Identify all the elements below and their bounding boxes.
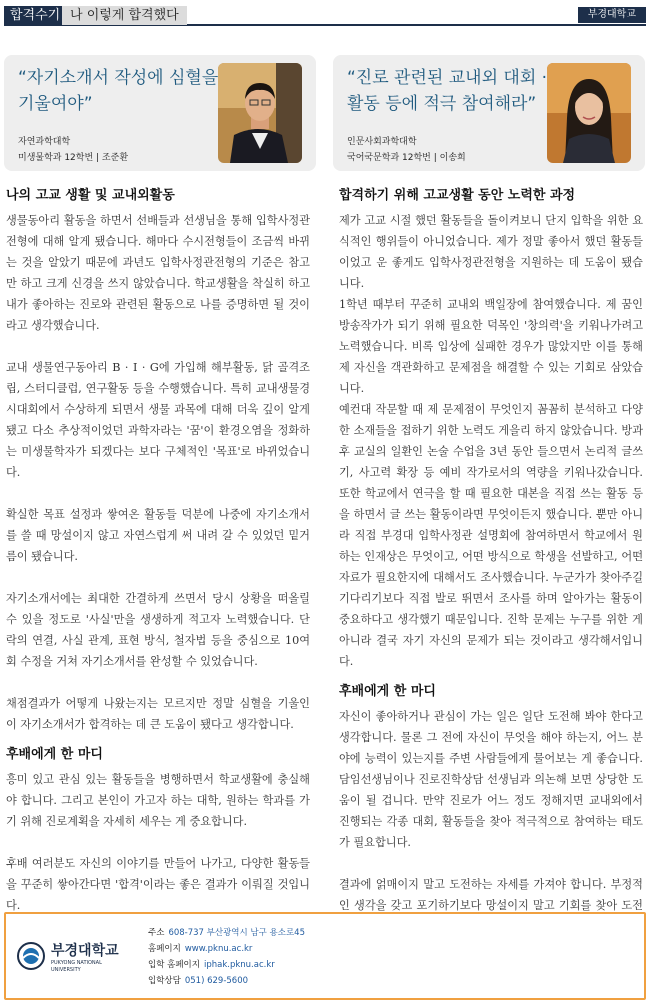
logo-name: 부경대학교: [51, 943, 119, 959]
section-subtitle: 나 이렇게 합격했다: [62, 6, 187, 25]
admission-homepage-row: 입학 홈페이지 iphak.pknu.ac.kr: [148, 960, 275, 970]
paragraph: 생물동아리 활동을 하면서 선배들과 선생님을 통해 입학사정관전형에 대해 알게 됐습니다. 해마다 수시전형들이 조금씩 바뀌는 것을 알았기 때문에 과년도 입학사정관전형의 기준은 참고만 하고 크게 신경을 쓰지 않았습니다. 학교생활을 착실히 하고 내가 좋아하는 진로와 관련된 활동으로 나를 증명하면 될 것이라고 생각했습니다.: [6, 214, 310, 332]
right-column: [339, 186, 643, 958]
paragraph: 확실한 목표 설정과 쌓여온 활동들 덕분에 나중에 자기소개서를 쓸 때 망설이지 않고 자연스럽게 써 내려 갈 수 있었던 밑거름이 됐습니다.: [6, 508, 310, 563]
homepage-link[interactable]: www.pknu.ac.kr: [184, 944, 253, 954]
section-heading: 합격하기 위해 고교생활 동안 노력한 과정: [339, 188, 576, 203]
profile-quote: “진로 관련된 교내외 대회 · 활동 등에 적극 참여해라”: [347, 68, 548, 114]
university-logo: [16, 941, 128, 971]
profile-quote: “자기소개서 작성에 심혈을 기울여야”: [18, 68, 219, 114]
profile-card-left: [4, 55, 316, 171]
admission-homepage-link[interactable]: iphak.pknu.ac.kr: [203, 960, 275, 970]
header-bar: [0, 0, 650, 30]
paragraph: 자기소개서에는 최대한 간결하게 쓰면서 당시 상황을 떠올릴 수 있을 정도로 '사실'만을 생생하게 적고자 노력했습니다. 단락의 연결, 사실 관계, 표현 방식, 철자법 등을 중심으로 10여 회 수정을 거쳐 자기소개서를 완성할 수 있었습니다.: [6, 592, 310, 668]
profile-card-right: [333, 55, 645, 171]
student-photo-male: [218, 63, 302, 163]
profile-college: 자연과학대학: [18, 137, 71, 147]
paragraph: 제가 고교 시절 했던 활동들을 돌이켜보니 단지 입학을 위한 요식적인 행위들이 아니었습니다. 제가 정말 좋아서 했던 활동들이었고 운 좋게도 입학사정관전형을 지원하는 데 도움이 됐습니다.: [339, 214, 643, 290]
paragraph: 후배 여러분도 자신의 이야기를 만들어 나가고, 다양한 활동들을 꾸준히 쌓아간다면 '합격'이라는 좋은 결과가 이뤄질 것입니다.: [6, 857, 310, 912]
paragraph: 흥미 있고 관심 있는 활동들을 병행하면서 학교생활에 충실해야 합니다. 그리고 본인이 가고자 하는 대학, 원하는 학과를 가기 위해 진로계획을 자세히 세우는 게 중요합니다.: [6, 773, 310, 828]
paragraph: 자신이 좋아하거나 관심이 가는 일은 일단 도전해 봐야 한다고 생각합니다. 물론 그 전에 자신이 무엇을 해야 하는지, 어느 분야에 능력이 있는지를 주변 사람들에게 물어보는 게 좋습니다. 담임선생님이나 진로진학상담 선생님과 의논해 보면 상당한 도움이 될 겁니다. 만약 진로가 어느 정도 정해지면 교내외에서 진행되는 각종 대회, 활동들을 찾아 적극적으로 참여하는 태도가 필요합니다.: [339, 710, 643, 849]
left-column: [6, 186, 310, 916]
paragraph: 결과에 얽매이지 말고 도전하는 자세를 가져야 합니다. 부정적인 생각을 갖고 포기하기보다 망설이지 말고 기회를 찾아 도전: [339, 878, 643, 912]
section-tag: 합격수기: [4, 6, 66, 25]
section-heading: 후배에게 한 마디: [6, 747, 103, 762]
paragraph: 예컨대 작문할 때 제 문제점이 무엇인지 꼼꼼히 분석하고 다양한 소재들을 접하기 위한 노력도 게을리 하지 않았습니다. 방과 후 교실의 일환인 논술 수업을 3년 동안 들으면서 논리적 글쓰기, 사고력 확장 등 예비 작가로서의 역량을 키워나갔습니다. 또한 학교에서 연극을 할 때 필요한 대본을 직접 쓰는 활동 등을 하면서 글 쓰는 활동이라면 무엇이든지 했습니다. 뿐만 아니라 직접 부경대 입학사정관 설명회에 참여하면서 학교에서 원하는 인재상은 무엇이고, 어떤 방식으로 학생을 선발하고, 어떤 자료가 필요한지에 대해서도 조사했습니다. 누군가가 찾아주길 기다리기보다 직접 발로 뛰면서 조사를 하며 알아가는 활동이 중요하다고 생각했기 때문입니다. 진학 문제는 누구를 위한 게 아니라 결국 자기 자신의 문제가 되는 것이라고 생각해서입니다.: [339, 403, 643, 668]
student-photo-female: [547, 63, 631, 163]
paragraph: 채점결과가 어떻게 나왔는지는 모르지만 정말 심혈을 기울인 이 자기소개서가 합격하는 데 큰 도움이 됐다고 생각합니다.: [6, 697, 310, 731]
address-row: 주소 608-737 부산광역시 남구 용소로45: [148, 928, 305, 938]
homepage-row: 홈페이지 www.pknu.ac.kr: [148, 944, 253, 954]
university-emblem-icon: [16, 941, 46, 971]
paragraph: 교내 생물연구동아리 B · I · G에 가입해 해부활동, 닭 골격조립, 스터디클럽, 연구활동 등을 수행했습니다. 특히 교내생물경시대회에서 수상하게 되면서 생물 과목에 대해 더욱 깊이 알게 됐고 다소 추상적이었던 과학자라는 '꿈'이 환경오염을 정화하는 미생물학자가 되겠다는 보다 구체적인 '목표'로 바뀌었습니다.: [6, 361, 310, 479]
section-heading: 후배에게 한 마디: [339, 684, 436, 699]
section-heading: 나의 고교 생활 및 교내외활동: [6, 188, 175, 203]
admission-phone-row: 입학상담 051) 629-5600: [148, 976, 249, 986]
profile-major-name: 미생물학과 12학번 | 조준환: [18, 153, 129, 163]
profile-major-name: 국어국문학과 12학번 | 이송희: [347, 153, 466, 163]
contact-footer: [4, 912, 646, 1000]
paragraph: 1학년 때부터 꾸준히 교내외 백일장에 참여했습니다. 제 꿈인 방송작가가 되기 위해 필요한 덕목인 '창의력'을 키워나가려고 노력했습니다. 비록 입상에 실패한 경우가 많았지만 이를 통해 제 자신을 객관화하고 문제점을 해결할 수 있는 기회로 삼았습니다.: [339, 298, 643, 395]
profile-college: 인문사회과학대학: [347, 137, 417, 147]
university-tag: 부경대학교: [578, 7, 646, 23]
logo-english-name: PUKYONG NATIONAL UNIVERSITY: [51, 960, 102, 973]
contact-info: [148, 925, 305, 989]
